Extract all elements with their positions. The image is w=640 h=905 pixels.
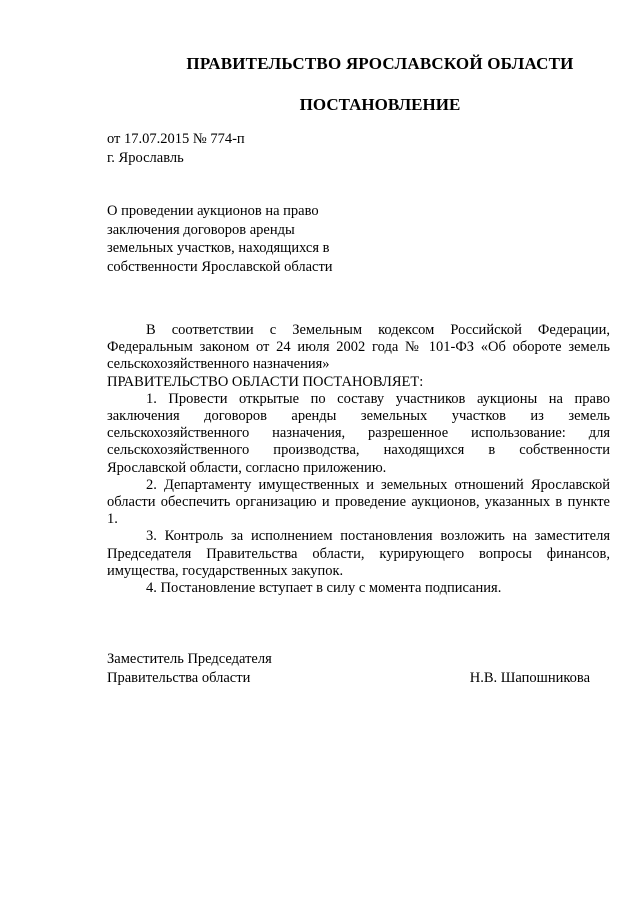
body-item-1: 1. Провести открытые по составу участников аукционы на право заключения договоров аренды земельных участков из земель сельскохозяйственного назначения, разрешенное использование: для сельскохозяйственного производства, находящихся в собственности Ярославской области, согласно приложению. bbox=[107, 390, 610, 476]
body-item-3: 3. Контроль за исполнением постановления возложить на заместителя Председателя Правительства области, курирующего вопросы финансов, имущества, государственных закупок. bbox=[107, 528, 610, 579]
document-city: г. Ярославль bbox=[107, 150, 184, 166]
preamble-paragraph: В соответствии с Земельным кодексом Российской Федерации, Федеральным законом от 24 июля 2002 года № 101-ФЗ «Об обороте земель сельскохозяйственного назначения» bbox=[107, 322, 610, 373]
signatory-name: Н.В. Шапошникова bbox=[469, 670, 590, 686]
signature-row bbox=[107, 669, 590, 688]
signatory-position-line1: Заместитель Председателя bbox=[107, 651, 272, 667]
document-meta bbox=[107, 130, 245, 168]
document-body bbox=[107, 322, 610, 597]
document-subject: О проведении аукционов на право заключения договоров аренды земельных участков, находящихся в собственности Ярославской области bbox=[107, 203, 333, 275]
organization-title: ПРАВИТЕЛЬСТВО ЯРОСЛАВСКОЙ ОБЛАСТИ bbox=[186, 54, 574, 73]
document-type-title: ПОСТАНОВЛЕНИЕ bbox=[299, 95, 461, 114]
body-item-4: 4. Постановление вступает в силу с момента подписания. bbox=[146, 580, 502, 597]
resolves-heading: ПРАВИТЕЛЬСТВО ОБЛАСТИ ПОСТАНОВЛЯЕТ: bbox=[107, 373, 424, 390]
document-date-number: от 17.07.2015 № 774-п bbox=[107, 131, 245, 147]
body-item-2: 2. Департаменту имущественных и земельных отношений Ярославской области обеспечить организацию и проведение аукционов, указанных в пункте 1. bbox=[107, 476, 610, 528]
signature-block bbox=[107, 650, 590, 688]
signatory-position-line2: Правительства области bbox=[107, 670, 251, 686]
